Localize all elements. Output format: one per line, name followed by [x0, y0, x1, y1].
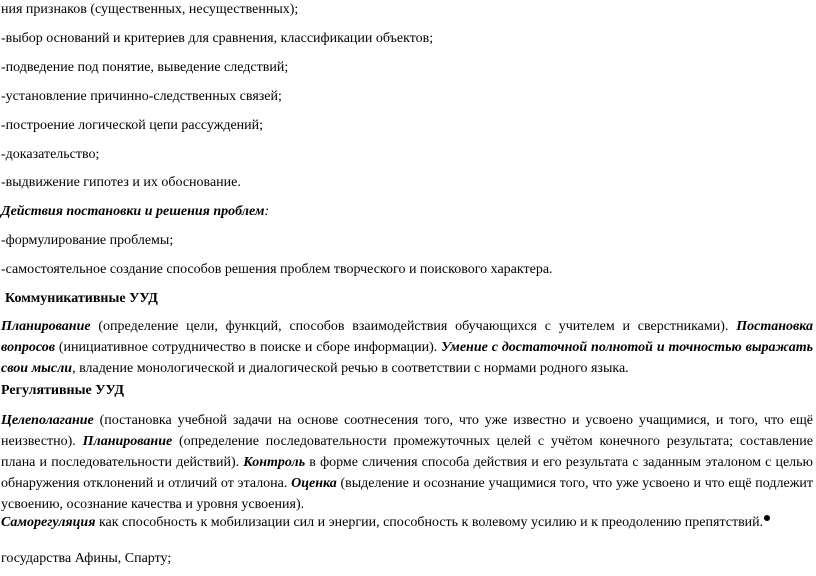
- self-regulation-paragraph: [1, 512, 813, 533]
- paragraph-text: в форме сличения способа действия и его результата с заданным эталоном с целью обнаружения отклонений и отличий от эталона.: [1, 455, 813, 491]
- communicative-paragraph: [1, 316, 813, 379]
- term-goal-setting: Целеполагание: [1, 413, 94, 428]
- term-control: Контроль: [243, 455, 306, 470]
- paragraph-text: (определение цели, функций, способов взаимодействия обучающихся с учителем и сверстниками).: [90, 319, 737, 334]
- term-expression: Умение с достаточной полнотой и точностью выражать свои мысли: [1, 340, 813, 376]
- problem-heading-line: [1, 204, 269, 220]
- bullet-dot-icon: [764, 515, 770, 521]
- term-planning: Планирование: [1, 319, 91, 334]
- term-evaluation: Оценка: [291, 476, 337, 491]
- paragraph-text: , владение монологической и диалогической речью в соответствии с нормами родного языка.: [72, 361, 629, 376]
- regulative-paragraph: [1, 410, 813, 515]
- paragraph-text: (инициативное сотрудничество в поиске и сборе информации).: [54, 340, 442, 355]
- term-self-regulation: Саморегуляция: [1, 515, 96, 530]
- list-item: -построение логической цепи рассуждений;: [1, 118, 264, 133]
- regulative-heading: Регулятивные УУД: [1, 383, 124, 398]
- paragraph-text: (определение последовательности промежуточных целей с учётом конечного результата; составление плана и последовательности действий).: [1, 434, 813, 470]
- paragraph-text: (выделение и осознание учащимися того, что уже усвоено и что ещё подлежит усвоению, осознание качества и уровня усвоения).: [1, 476, 813, 512]
- list-item: -выдвижение гипотез и их обоснование.: [1, 175, 241, 190]
- list-item: ния признаков (существенных, несущественных);: [1, 2, 299, 17]
- problem-heading: Действия постановки и решения проблем: [1, 204, 265, 219]
- term-questions: Постановка вопросов: [1, 319, 813, 355]
- list-item: -самостоятельное создание способов решения проблем творческого и поискового характера.: [1, 262, 553, 277]
- problem-heading-colon: :: [264, 204, 270, 219]
- term-planning: Планирование: [82, 434, 173, 449]
- list-item: -формулирование проблемы;: [1, 233, 174, 248]
- list-item: -установление причинно-следственных связей;: [1, 89, 282, 104]
- list-item: -выбор оснований и критериев для сравнения, классификации объектов;: [1, 31, 434, 46]
- paragraph-text: (постановка учебной задачи на основе соотнесения того, что уже известно и усвоено учащимися, и того, что ещё неизвестно).: [1, 413, 813, 449]
- trailing-line: государства Афины, Спарту;: [1, 551, 172, 566]
- paragraph-text: как способность к мобилизации сил и энергии, способность к волевому усилию и к преодолению препятствий.: [95, 515, 764, 530]
- communicative-heading: Коммуникативные УУД: [5, 291, 158, 306]
- list-item: -доказательство;: [1, 147, 100, 162]
- list-item: -подведение под понятие, выведение следствий;: [1, 60, 289, 75]
